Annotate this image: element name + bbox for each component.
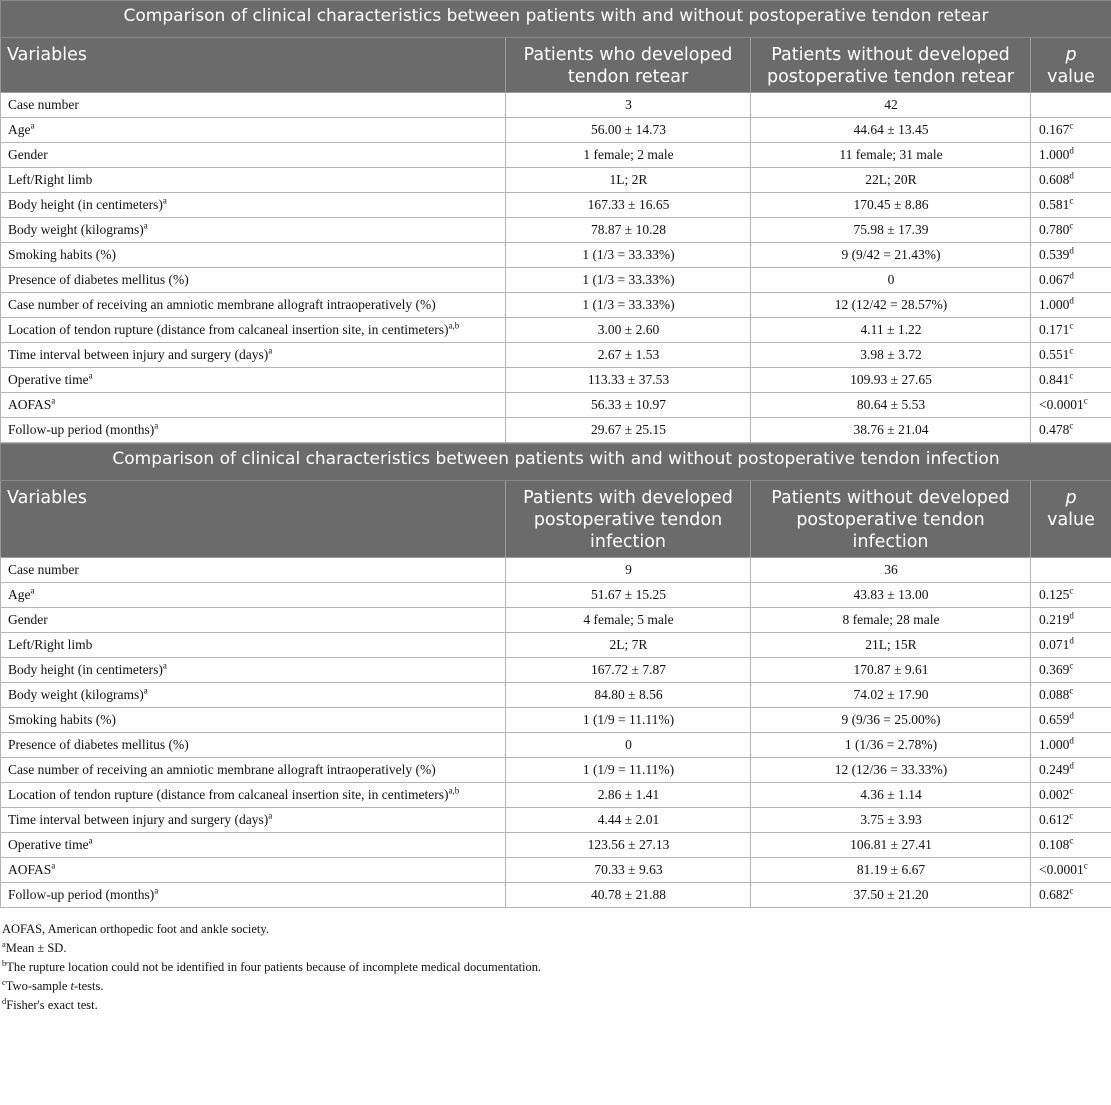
group-2-value: 109.93 ± 27.65 bbox=[751, 368, 1031, 393]
header-variables: Variables bbox=[1, 38, 506, 93]
group-2-value: 44.64 ± 13.45 bbox=[751, 118, 1031, 143]
p-value-cell: 0.002$^c$ bbox=[1031, 783, 1111, 808]
p-value-cell: 1.000$^d$ bbox=[1031, 733, 1111, 758]
group-2-value: 80.64 ± 5.53 bbox=[751, 393, 1031, 418]
p-value-cell: 0.539$^d$ bbox=[1031, 243, 1111, 268]
table-title: Comparison of clinical characteristics between patients with and without postoperative tendon retear bbox=[1, 1, 1111, 38]
p-value-cell: 0.067$^d$ bbox=[1031, 268, 1111, 293]
variable-cell: Case number of receiving an amniotic membrane allograft intraoperatively (%) bbox=[1, 758, 506, 783]
p-value-cell: 0.780$^c$ bbox=[1031, 218, 1111, 243]
group-2-value: 37.50 ± 21.20 bbox=[751, 883, 1031, 908]
table-row bbox=[1, 93, 1111, 118]
p-value-cell: 0.171$^c$ bbox=[1031, 318, 1111, 343]
variable-cell: Presence of diabetes mellitus (%) bbox=[1, 733, 506, 758]
group-2-value: 3.98 ± 3.72 bbox=[751, 343, 1031, 368]
group-2-value: 8 female; 28 male bbox=[751, 608, 1031, 633]
group-1-value: 1 (1/3 = 33.33%) bbox=[506, 293, 751, 318]
table-row bbox=[1, 658, 1111, 683]
variable-cell: Age$^a$ bbox=[1, 118, 506, 143]
table-title: Comparison of clinical characteristics between patients with and without postoperative tendon infection bbox=[1, 444, 1111, 481]
p-value-cell: 0.108$^c$ bbox=[1031, 833, 1111, 858]
footnotes bbox=[0, 908, 1111, 1015]
group-2-value: 36 bbox=[751, 558, 1031, 583]
variable-cell: Smoking habits (%) bbox=[1, 708, 506, 733]
p-value-cell: 0.219$^d$ bbox=[1031, 608, 1111, 633]
variable-cell: Body height (in centimeters)$^a$ bbox=[1, 193, 506, 218]
group-1-value: 56.00 ± 14.73 bbox=[506, 118, 751, 143]
group-1-value: 123.56 ± 27.13 bbox=[506, 833, 751, 858]
group-2-value: 9 (9/36 = 25.00%) bbox=[751, 708, 1031, 733]
p-value-cell: 0.682$^c$ bbox=[1031, 883, 1111, 908]
table-row bbox=[1, 608, 1111, 633]
p-value-cell: 0.125$^c$ bbox=[1031, 583, 1111, 608]
table-row bbox=[1, 168, 1111, 193]
header-row bbox=[1, 38, 1111, 93]
p-value-cell: 0.167$^c$ bbox=[1031, 118, 1111, 143]
header-group-1: Patients who developed tendon retear bbox=[506, 38, 751, 93]
comparison-table-1 bbox=[0, 0, 1111, 443]
group-2-value: 12 (12/42 = 28.57%) bbox=[751, 293, 1031, 318]
footnote-a: $^a$Mean ± SD. bbox=[2, 938, 67, 955]
group-1-value: 29.67 ± 25.15 bbox=[506, 418, 751, 443]
group-1-value: 1 (1/9 = 11.11%) bbox=[506, 708, 751, 733]
table-row bbox=[1, 268, 1111, 293]
group-1-value: 3.00 ± 2.60 bbox=[506, 318, 751, 343]
p-value-cell: <0.0001$^c$ bbox=[1031, 393, 1111, 418]
variable-cell: Operative time$^a$ bbox=[1, 368, 506, 393]
header-p-value: p value bbox=[1031, 38, 1111, 93]
footnote-c: $^c$Two-sample t-tests. bbox=[2, 976, 104, 993]
variable-cell: Body height (in centimeters)$^a$ bbox=[1, 658, 506, 683]
p-value-cell: 0.612$^c$ bbox=[1031, 808, 1111, 833]
group-1-value: 40.78 ± 21.88 bbox=[506, 883, 751, 908]
group-1-value: 1 (1/3 = 33.33%) bbox=[506, 243, 751, 268]
variable-cell: Gender bbox=[1, 608, 506, 633]
group-1-value: 2.86 ± 1.41 bbox=[506, 783, 751, 808]
table-row bbox=[1, 858, 1111, 883]
p-value-cell: 0.478$^c$ bbox=[1031, 418, 1111, 443]
footnote-abbreviation: AOFAS, American orthopedic foot and ankle society. bbox=[2, 922, 269, 936]
variable-cell: AOFAS$^a$ bbox=[1, 393, 506, 418]
group-2-value: 4.11 ± 1.22 bbox=[751, 318, 1031, 343]
variable-cell: Age$^a$ bbox=[1, 583, 506, 608]
group-2-value: 43.83 ± 13.00 bbox=[751, 583, 1031, 608]
table-row bbox=[1, 883, 1111, 908]
p-value-cell: <0.0001$^c$ bbox=[1031, 858, 1111, 883]
variable-cell: Case number bbox=[1, 93, 506, 118]
group-2-value: 170.45 ± 8.86 bbox=[751, 193, 1031, 218]
p-value-cell: 0.841$^c$ bbox=[1031, 368, 1111, 393]
table-row bbox=[1, 758, 1111, 783]
table-row bbox=[1, 708, 1111, 733]
group-1-value: 2L; 7R bbox=[506, 633, 751, 658]
variable-cell: Smoking habits (%) bbox=[1, 243, 506, 268]
comparison-table-2 bbox=[0, 443, 1111, 908]
p-value-cell: 0.581$^c$ bbox=[1031, 193, 1111, 218]
p-value-cell: 0.659$^d$ bbox=[1031, 708, 1111, 733]
variable-cell: Follow-up period (months)$^a$ bbox=[1, 418, 506, 443]
group-1-value: 113.33 ± 37.53 bbox=[506, 368, 751, 393]
group-1-value: 56.33 ± 10.97 bbox=[506, 393, 751, 418]
variable-cell: Case number bbox=[1, 558, 506, 583]
group-2-value: 38.76 ± 21.04 bbox=[751, 418, 1031, 443]
p-value-cell: 0.088$^c$ bbox=[1031, 683, 1111, 708]
group-2-value: 106.81 ± 27.41 bbox=[751, 833, 1031, 858]
p-value-cell: 1.000$^d$ bbox=[1031, 293, 1111, 318]
table-row bbox=[1, 393, 1111, 418]
group-2-value: 75.98 ± 17.39 bbox=[751, 218, 1031, 243]
group-1-value: 84.80 ± 8.56 bbox=[506, 683, 751, 708]
p-value-cell: 0.249$^d$ bbox=[1031, 758, 1111, 783]
table-row bbox=[1, 733, 1111, 758]
group-1-value: 1 (1/9 = 11.11%) bbox=[506, 758, 751, 783]
variable-cell: Operative time$^a$ bbox=[1, 833, 506, 858]
footnote-d: $^d$Fisher's exact test. bbox=[2, 995, 98, 1012]
table-row bbox=[1, 808, 1111, 833]
header-p-value: p value bbox=[1031, 481, 1111, 558]
p-value-cell: 1.000$^d$ bbox=[1031, 143, 1111, 168]
group-1-value: 4.44 ± 2.01 bbox=[506, 808, 751, 833]
group-2-value: 21L; 15R bbox=[751, 633, 1031, 658]
table-row bbox=[1, 558, 1111, 583]
table-row bbox=[1, 243, 1111, 268]
header-variables: Variables bbox=[1, 481, 506, 558]
group-2-value: 12 (12/36 = 33.33%) bbox=[751, 758, 1031, 783]
variable-cell: Gender bbox=[1, 143, 506, 168]
group-2-value: 22L; 20R bbox=[751, 168, 1031, 193]
group-1-value: 78.87 ± 10.28 bbox=[506, 218, 751, 243]
variable-cell: Left/Right limb bbox=[1, 168, 506, 193]
header-row bbox=[1, 481, 1111, 558]
p-value-cell: 0.551$^c$ bbox=[1031, 343, 1111, 368]
footnote-b: $^b$The rupture location could not be identified in four patients because of incomplete medical documentation. bbox=[2, 957, 542, 974]
group-1-value: 3 bbox=[506, 93, 751, 118]
group-1-value: 1 (1/3 = 33.33%) bbox=[506, 268, 751, 293]
table-row bbox=[1, 418, 1111, 443]
variable-cell: Location of tendon rupture (distance from calcaneal insertion site, in centimeters)$^{a,b}$ bbox=[1, 318, 506, 343]
table-row bbox=[1, 783, 1111, 808]
group-2-value: 74.02 ± 17.90 bbox=[751, 683, 1031, 708]
group-1-value: 167.72 ± 7.87 bbox=[506, 658, 751, 683]
p-value-cell: 0.369$^c$ bbox=[1031, 658, 1111, 683]
table-row bbox=[1, 368, 1111, 393]
table-row bbox=[1, 218, 1111, 243]
group-2-value: 9 (9/42 = 21.43%) bbox=[751, 243, 1031, 268]
group-1-value: 9 bbox=[506, 558, 751, 583]
p-value-cell: 0.071$^d$ bbox=[1031, 633, 1111, 658]
table-row bbox=[1, 683, 1111, 708]
group-2-value: 1 (1/36 = 2.78%) bbox=[751, 733, 1031, 758]
p-value-cell bbox=[1031, 93, 1111, 118]
table-row bbox=[1, 633, 1111, 658]
table-row bbox=[1, 318, 1111, 343]
header-group-2: Patients without developed postoperative tendon infection bbox=[751, 481, 1031, 558]
variable-cell: Left/Right limb bbox=[1, 633, 506, 658]
group-2-value: 170.87 ± 9.61 bbox=[751, 658, 1031, 683]
variable-cell: Case number of receiving an amniotic membrane allograft intraoperatively (%) bbox=[1, 293, 506, 318]
group-1-value: 70.33 ± 9.63 bbox=[506, 858, 751, 883]
group-2-value: 11 female; 31 male bbox=[751, 143, 1031, 168]
variable-cell: Time interval between injury and surgery (days)$^a$ bbox=[1, 343, 506, 368]
variable-cell: Time interval between injury and surgery (days)$^a$ bbox=[1, 808, 506, 833]
group-2-value: 81.19 ± 6.67 bbox=[751, 858, 1031, 883]
table-row bbox=[1, 193, 1111, 218]
table-row bbox=[1, 833, 1111, 858]
p-value-cell: 0.608$^d$ bbox=[1031, 168, 1111, 193]
variable-cell: Follow-up period (months)$^a$ bbox=[1, 883, 506, 908]
table-row bbox=[1, 293, 1111, 318]
variable-cell: Location of tendon rupture (distance from calcaneal insertion site, in centimeters)$^{a,b}$ bbox=[1, 783, 506, 808]
group-2-value: 0 bbox=[751, 268, 1031, 293]
group-2-value: 4.36 ± 1.14 bbox=[751, 783, 1031, 808]
group-1-value: 167.33 ± 16.65 bbox=[506, 193, 751, 218]
group-1-value: 2.67 ± 1.53 bbox=[506, 343, 751, 368]
group-2-value: 3.75 ± 3.93 bbox=[751, 808, 1031, 833]
variable-cell: Body weight (kilograms)$^a$ bbox=[1, 683, 506, 708]
group-1-value: 4 female; 5 male bbox=[506, 608, 751, 633]
p-value-cell bbox=[1031, 558, 1111, 583]
variable-cell: Body weight (kilograms)$^a$ bbox=[1, 218, 506, 243]
group-1-value: 1L; 2R bbox=[506, 168, 751, 193]
header-group-2: Patients without developed postoperative tendon retear bbox=[751, 38, 1031, 93]
table-row bbox=[1, 143, 1111, 168]
group-1-value: 0 bbox=[506, 733, 751, 758]
group-1-value: 51.67 ± 15.25 bbox=[506, 583, 751, 608]
table-row bbox=[1, 343, 1111, 368]
group-1-value: 1 female; 2 male bbox=[506, 143, 751, 168]
table-row bbox=[1, 583, 1111, 608]
variable-cell: AOFAS$^a$ bbox=[1, 858, 506, 883]
variable-cell: Presence of diabetes mellitus (%) bbox=[1, 268, 506, 293]
group-2-value: 42 bbox=[751, 93, 1031, 118]
header-group-1: Patients with developed postoperative tendon infection bbox=[506, 481, 751, 558]
table-row bbox=[1, 118, 1111, 143]
